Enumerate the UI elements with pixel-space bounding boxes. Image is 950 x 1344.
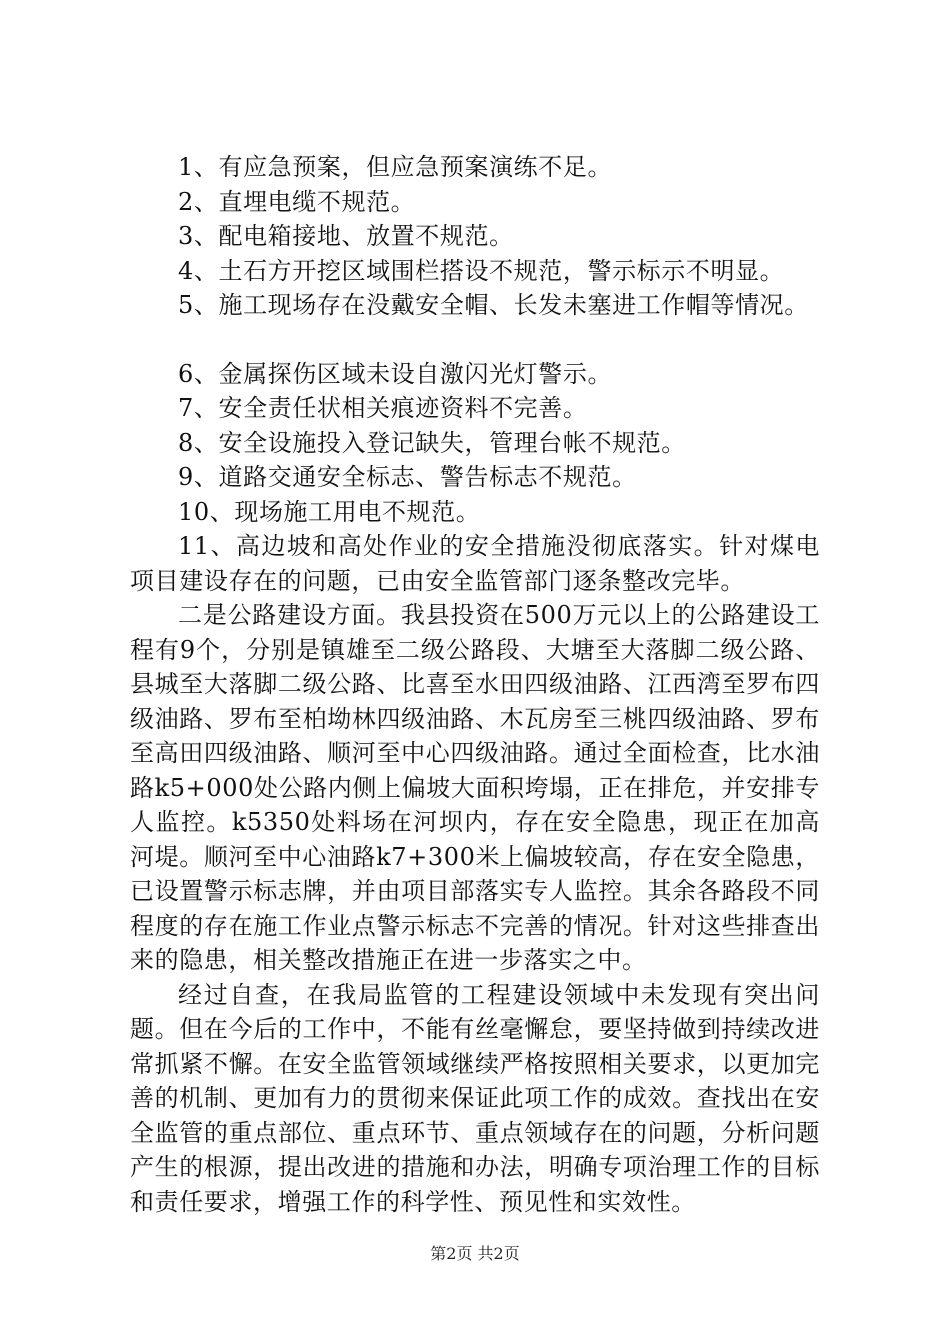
list-item: 7、安全责任状相关痕迹资料不完善。 xyxy=(178,394,588,422)
page-footer: 第2页 共2页 xyxy=(430,1244,520,1263)
paragraph-road-construction: 二是公路建设方面。我县投资在500万元以上的公路建设工程有9个，分别是镇雄至二级公路段、大塘至大落脚二级公路、县城至大落脚二级公路、比喜至水田四级油路、江西湾至罗布四级油路、罗布至柏坳林四级油路、木瓦房至三桃四级油路、罗布至高田四级油路、顺河至中心四级油路。通过全面检查，比水油路k5+000处公路内侧上偏坡大面积垮塌，正在排危，并安排专人监控。k5350处料场在河坝内，存在安全隐患，现正在加高河堤。顺河至中心油路k7+300米上偏坡较高，存在安全隐患，已设置警示标志牌，并由项目部落实专人监控。其余各路段不同程度的存在施工作业点警示标志不完善的情况。针对这些排查出来的隐患，相关整改措施正在进一步落实之中。 xyxy=(130,601,820,974)
list-item: 5、施工现场存在没戴安全帽、长发未塞进工作帽等情况。 xyxy=(178,291,809,319)
list-item: 4、土石方开挖区域围栏搭设不规范，警示标示不明显。 xyxy=(178,256,785,285)
list-item: 3、配电箱接地、放置不规范。 xyxy=(178,222,514,250)
paragraph-item-11: 11、高边坡和高处作业的安全措施没彻底落实。针对煤电项目建设存在的问题，已由安全监管部门逐条整改完毕。 xyxy=(130,532,820,595)
paragraph-self-inspection: 经过自查，在我局监管的工程建设领域中未发现有突出问题。但在今后的工作中，不能有丝毫懈怠，要坚持做到持续改进常抓紧不懈。在安全监管领域继续严格按照相关要求，以更加完善的机制、更加有力的贯彻来保证此项工作的成效。查找出在安全监管的重点部位、重点环节、重点领域存在的问题，分析问题产生的根源，提出改进的措施和办法，明确专项治理工作的目标和责任要求，增强工作的科学性、预见性和实效性。 xyxy=(130,980,820,1216)
list-item: 10、现场施工用电不规范。 xyxy=(178,497,481,526)
list-item: 2、直埋电缆不规范。 xyxy=(178,187,416,216)
list-item: 9、道路交通安全标志、警告标志不规范。 xyxy=(178,463,637,491)
list-item: 6、金属探伤区域未设自激闪光灯警示。 xyxy=(178,359,613,388)
list-item: 1、有应急预案，但应急预案演练不足。 xyxy=(178,153,613,181)
list-item: 8、安全设施投入登记缺失，管理台帐不规范。 xyxy=(178,428,686,457)
document-body xyxy=(130,150,820,1219)
blank-line xyxy=(130,323,820,357)
